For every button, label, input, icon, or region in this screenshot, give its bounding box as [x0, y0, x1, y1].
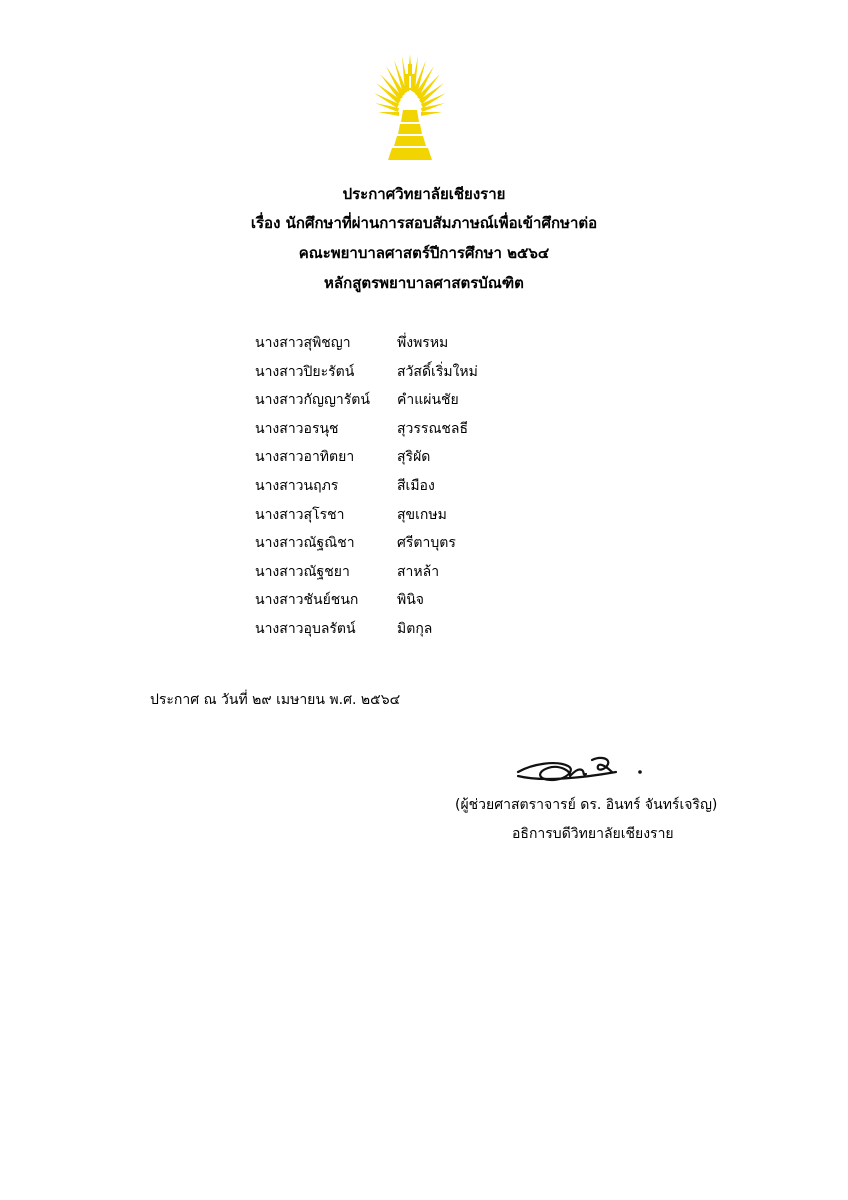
handwritten-signature-icon	[512, 742, 652, 788]
announcement-date: ประกาศ ณ วันที่ ๒๙ เมษายน พ.ศ. ๒๕๖๔	[150, 692, 401, 708]
student-last-name: สุริผัด	[397, 449, 431, 466]
list-item	[255, 504, 575, 533]
student-last-name: มิตกุล	[397, 620, 433, 637]
student-first-name: นางสาวอรนุช	[255, 420, 339, 437]
program-name: หลักสูตรพยาบาลศาสตรบัณฑิต	[324, 274, 524, 292]
student-last-name: ศรีตาบุตร	[397, 535, 456, 552]
student-last-name: สวัสดิ์เริ่มใหม่	[397, 363, 478, 380]
list-item	[255, 561, 575, 590]
list-item	[255, 446, 575, 475]
list-item	[255, 389, 575, 418]
list-item	[255, 532, 575, 561]
announcement-title: ประกาศวิทยาลัยเชียงราย	[342, 185, 506, 203]
signer-name: (ผู้ช่วยศาสตราจารย์ ดร. อินทร์ จันทร์เจริญ)	[455, 797, 718, 813]
student-first-name: นางสาวสุพิชญา	[255, 335, 351, 351]
student-first-name: นางสาวอุบลรัตน์	[255, 620, 356, 637]
student-first-name: นางสาวกัญญารัตน์	[255, 392, 370, 409]
student-last-name: สาหล้า	[397, 563, 440, 580]
student-first-name: นางสาวสุโรชา	[255, 506, 345, 523]
list-item	[255, 618, 575, 647]
student-first-name: นางสาวอาทิตยา	[255, 449, 355, 466]
student-first-name: นางสาวนฤภร	[255, 477, 339, 494]
student-last-name: สีเมือง	[397, 477, 435, 494]
student-last-name: สุวรรณชลธี	[397, 420, 469, 437]
faculty-year: คณะพยาบาลศาสตร์ปีการศึกษา ๒๕๖๔	[298, 244, 550, 262]
student-first-name: นางสาวปิยะรัตน์	[255, 363, 355, 380]
list-item	[255, 361, 575, 390]
student-last-name: พึ่งพรหม	[397, 335, 449, 351]
list-item	[255, 418, 575, 447]
student-first-name: นางสาวณัฐชยา	[255, 563, 350, 580]
signer-title: อธิการบดีวิทยาลัยเชียงราย	[512, 826, 674, 842]
student-first-name: นางสาวชันย์ชนก	[255, 592, 359, 609]
college-emblem-icon	[372, 50, 448, 162]
student-last-name: พินิจ	[397, 592, 425, 609]
list-item	[255, 475, 575, 504]
list-item	[255, 332, 575, 361]
student-first-name: นางสาวณัฐณิชา	[255, 535, 355, 552]
student-last-name: คำแผ่นชัย	[397, 392, 459, 409]
student-last-name: สุขเกษม	[397, 506, 447, 523]
announcement-subject: เรื่อง นักศึกษาที่ผ่านการสอบสัมภาษณ์เพื่อเข้าศึกษาต่อ	[250, 214, 598, 232]
list-item	[255, 589, 575, 618]
student-list	[255, 332, 575, 647]
